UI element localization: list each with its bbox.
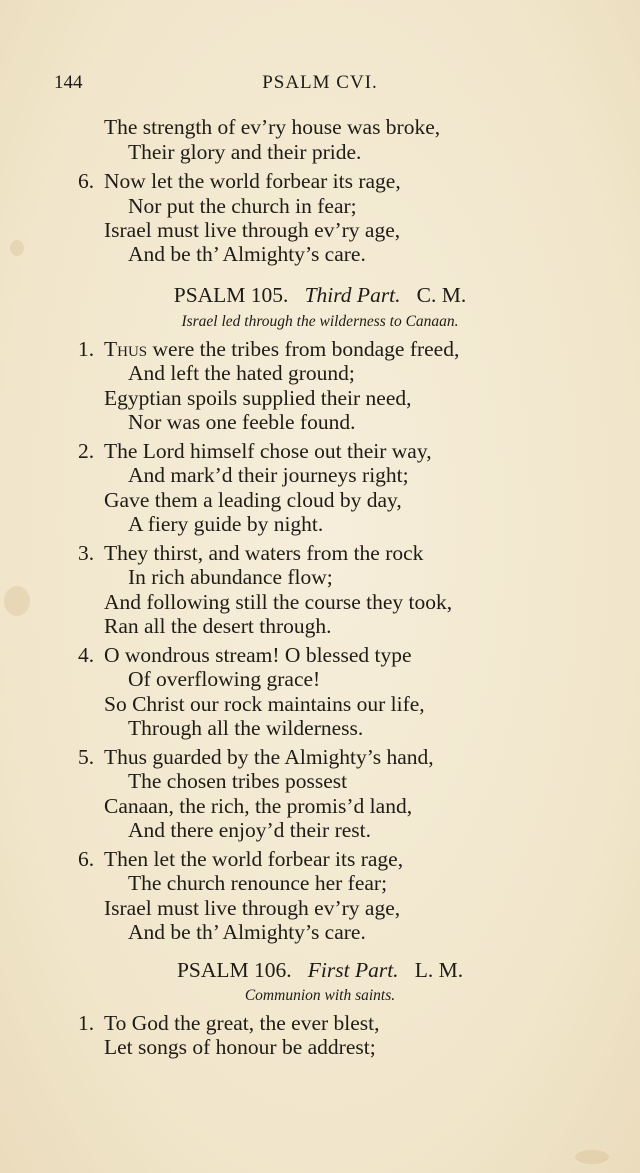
verse-line: Then let the world forbear its rage, — [104, 847, 404, 871]
verse-line: Israel must live through ev’ry age, — [104, 896, 401, 920]
psalm-title: PSALM 106. — [176, 958, 292, 982]
foxing-stain — [4, 586, 30, 616]
verse-line: And there enjoy’d their rest. — [128, 818, 371, 842]
verse-line: Canaan, the rich, the promis’d land, — [104, 794, 413, 818]
verse-line: Of overflowing grace! — [128, 667, 321, 691]
verse-line: The church renounce her fear; — [128, 871, 388, 895]
verse-line: Israel must live through ev’ry age, — [104, 218, 401, 242]
verse-line: Let songs of honour be addrest; — [104, 1035, 376, 1059]
verse-line — [104, 336, 459, 362]
verse-line: They thirst, and waters from the rock — [104, 541, 424, 565]
verse-line: Nor was one feeble found. — [128, 410, 356, 434]
verse-line: The Lord himself chose out their way, — [104, 439, 432, 463]
page-number: 144 — [54, 72, 83, 93]
verse-line: And be th’ Almighty’s care. — [128, 920, 366, 944]
verse-line: The chosen tribes possest — [128, 769, 348, 793]
verse-line: A fiery guide by night. — [128, 512, 324, 536]
verse-line: Now let the world forbear its rage, — [104, 169, 401, 193]
psalm-part: First Part. — [307, 958, 399, 982]
foxing-stain — [10, 240, 24, 256]
page-header — [0, 72, 640, 102]
psalm-meter: L. M. — [414, 958, 464, 982]
stanza-number: 3. — [78, 541, 95, 565]
stanza-number: 6. — [78, 169, 95, 193]
verse-line: Nor put the church in fear; — [128, 194, 357, 218]
verse-line: The strength of ev’ry house was broke, — [104, 115, 441, 139]
psalm-title: PSALM 105. — [173, 283, 289, 307]
verse-line: Ran all the desert through. — [104, 614, 332, 638]
psalm-heading — [0, 958, 640, 983]
verse-line: To God the great, the ever blest, — [104, 1011, 380, 1035]
stanza-number: 1. — [78, 337, 95, 361]
psalm-part: Third Part. — [304, 283, 401, 307]
verse-line: Gave them a leading cloud by day, — [104, 488, 402, 512]
psalm-meter: C. M. — [416, 283, 467, 307]
foxing-stain — [575, 1150, 609, 1164]
psalm-subtitle: Israel led through the wilderness to Canaan. — [181, 313, 459, 330]
verse-line: Through all the wilderness. — [128, 716, 364, 740]
verse-line: And left the hated ground; — [128, 361, 355, 385]
verse-line-rest: were the tribes from bondage freed, — [147, 337, 460, 361]
verse-line: Their glory and their pride. — [128, 140, 362, 164]
stanza-number: 5. — [78, 745, 95, 769]
psalm-subtitle: Communion with saints. — [244, 987, 396, 1004]
verse-line: So Christ our rock maintains our life, — [104, 692, 425, 716]
stanza-number: 6. — [78, 847, 95, 871]
verse-line: Thus guarded by the Almighty’s hand, — [104, 745, 434, 769]
verse-line: In rich abundance flow; — [128, 565, 333, 589]
running-title: PSALM CVI. — [262, 72, 378, 93]
verse-line: And following still the course they took, — [104, 590, 453, 614]
psalm-heading — [0, 283, 640, 308]
stanza-number: 1. — [78, 1011, 95, 1035]
verse-line: Egyptian spoils supplied their need, — [104, 386, 412, 410]
verse-line: And be th’ Almighty’s care. — [128, 242, 366, 266]
verse-line: O wondrous stream! O blessed type — [104, 643, 412, 667]
stanza-number: 2. — [78, 439, 95, 463]
stanza-number: 4. — [78, 643, 95, 667]
verse-first-word: Thus — [104, 337, 148, 361]
verse-line: And mark’d their journeys right; — [128, 463, 409, 487]
